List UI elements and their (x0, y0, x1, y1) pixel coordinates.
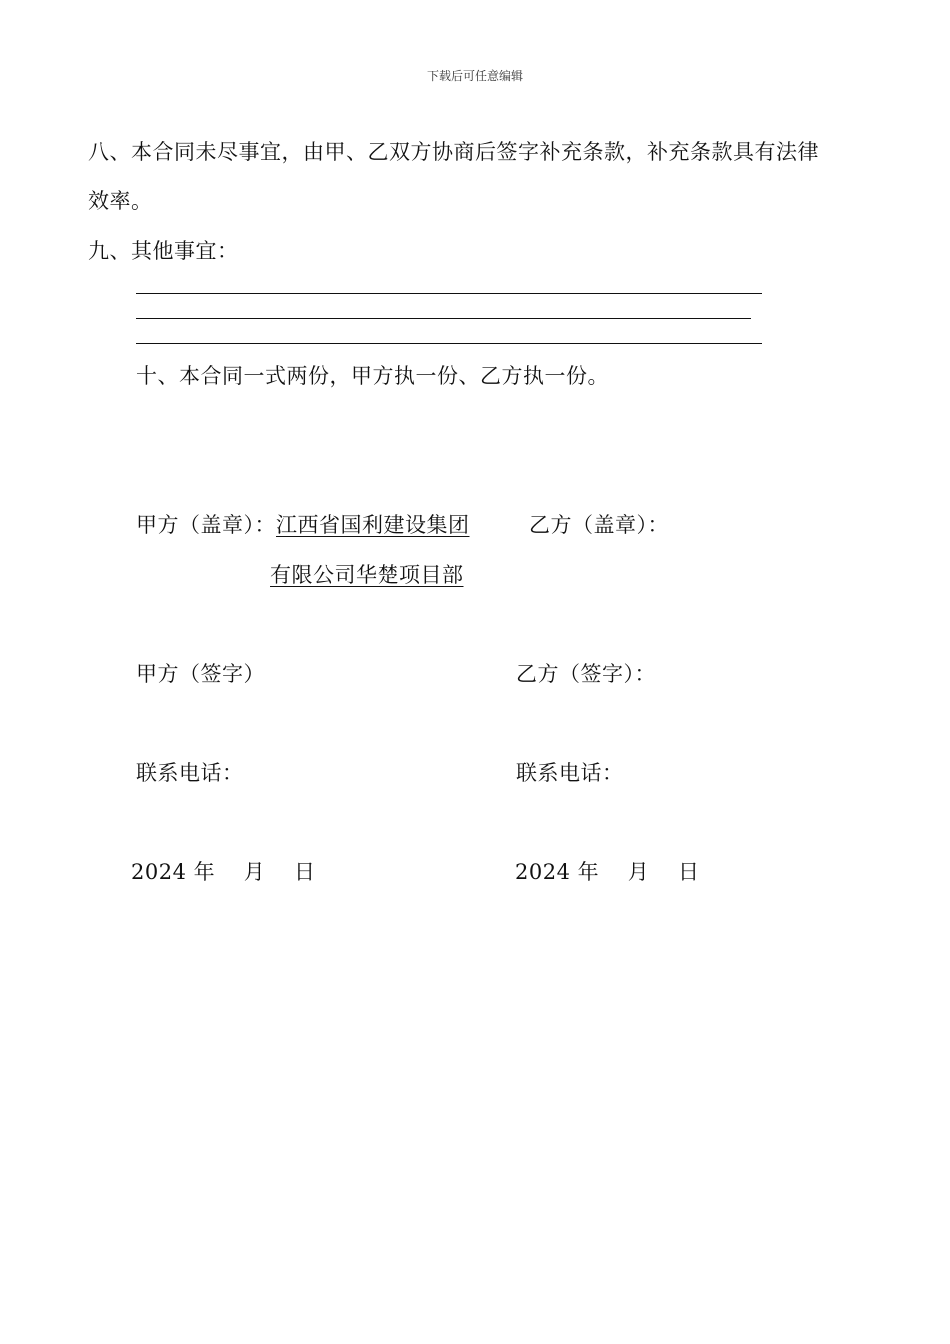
party-b-date: 2024 年 月 日 (515, 860, 700, 884)
page-header-note: 下载后可任意编辑 (426, 69, 523, 83)
party-a-date: 2024 年 月 日 (131, 860, 316, 884)
clause-eight-line1: 八、本合同未尽事宜，由甲、乙双方协商后签字补充条款，补充条款具有法律 (88, 140, 819, 164)
party-a-seal-row (136, 513, 470, 537)
party-a-name-line2: 有限公司华楚项目部 (270, 563, 464, 587)
blank-fill-line-3 (136, 343, 762, 344)
blank-fill-line-1 (136, 293, 762, 294)
clause-eight-line2: 效率。 (88, 189, 153, 213)
party-b-seal-label: 乙方（盖章）： (529, 513, 669, 537)
party-a-name-line1: 江西省国利建设集团 (276, 513, 470, 537)
party-b-sign-label: 乙方（签字）： (516, 662, 656, 686)
clause-ten: 十、本合同一式两份，甲方执一份、乙方执一份。 (136, 364, 609, 388)
blank-fill-line-2 (136, 318, 751, 319)
party-a-seal-label: 甲方（盖章）： (136, 513, 276, 537)
party-a-phone-label: 联系电话： (136, 761, 244, 785)
party-a-sign-label: 甲方（签字） (136, 662, 265, 686)
party-b-phone-label: 联系电话： (516, 761, 624, 785)
clause-nine: 九、其他事宜： (88, 239, 239, 263)
